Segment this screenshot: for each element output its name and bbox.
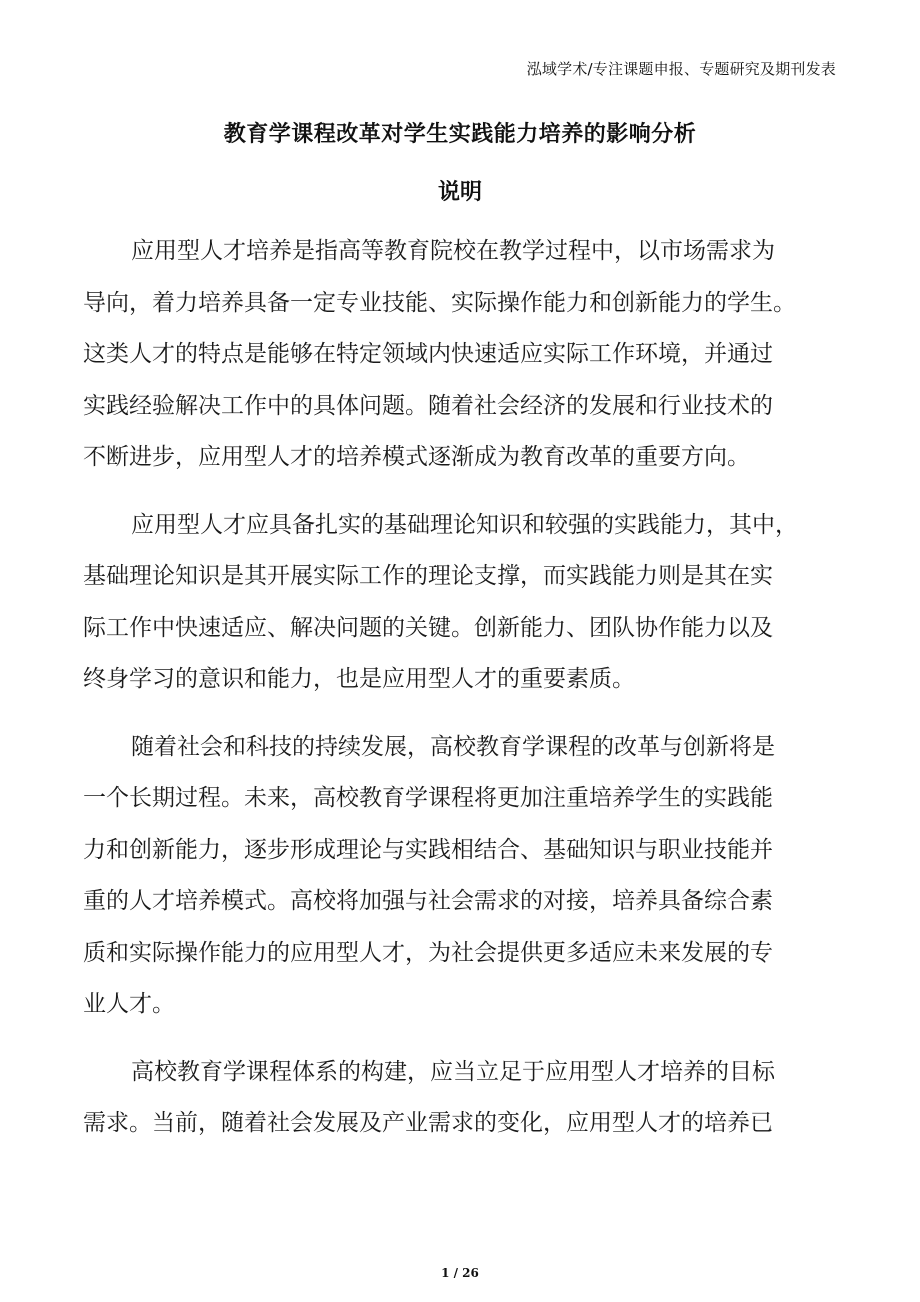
section-heading: 说明: [437, 180, 482, 205]
text-line: 终身学习的意识和能力，也是应用型人才的重要素质。: [83, 666, 635, 692]
text-line: 业人才。: [83, 991, 175, 1017]
text-line: 力和创新能力，逐步形成理论与实践相结合、基础知识与职业技能并: [83, 836, 773, 863]
text-line: 质和实际操作能力的应用型人才，为社会提供更多适应未来发展的专: [83, 939, 773, 966]
text-line: 导向，着力培养具备一定专业技能、实际操作能力和创新能力的学生。: [83, 289, 796, 316]
body-text: [83, 226, 848, 1166]
text-line: 这类人才的特点是能够在特定领域内快速适应实际工作环境，并通过: [83, 341, 773, 367]
paragraph-1: [83, 226, 848, 484]
paragraph-3: [83, 722, 848, 1031]
paragraph-2: [83, 500, 848, 706]
text-line: 际工作中快速适应、解决问题的关键。创新能力、团队协作能力以及: [83, 614, 773, 641]
text-line: 基础理论知识是其开展实际工作的理论支撑，而实践能力则是其在实: [83, 563, 773, 589]
text-line: 一个长期过程。未来，高校教育学课程将更加注重培养学生的实践能: [83, 785, 773, 811]
text-line: 高校教育学课程体系的构建，应当立足于应用型人才培养的目标: [131, 1058, 775, 1085]
text-line: 不断进步，应用型人才的培养模式逐渐成为教育改革的重要方向。: [83, 444, 750, 470]
text-line: 需求。当前，随着社会发展及产业需求的变化，应用型人才的培养已: [83, 1110, 773, 1136]
text-line: 重的人才培养模式。高校将加强与社会需求的对接，培养具备综合素: [83, 888, 773, 914]
page-number: 1 / 26: [441, 1266, 479, 1280]
text-line: 应用型人才应具备扎实的基础理论知识和较强的实践能力，其中，: [131, 511, 798, 538]
document-title: 教育学课程改革对学生实践能力培养的影响分析: [223, 122, 697, 147]
text-line: 应用型人才培养是指高等教育院校在教学过程中，以市场需求为: [131, 238, 775, 264]
text-line: 实践经验解决工作中的具体问题。随着社会经济的发展和行业技术的: [83, 392, 773, 419]
paragraph-4: [83, 1047, 848, 1150]
text-line: 随着社会和科技的持续发展，高校教育学课程的改革与创新将是: [131, 733, 775, 760]
header-note: 泓域学术/专注课题申报、专题研究及期刊发表: [526, 60, 836, 78]
